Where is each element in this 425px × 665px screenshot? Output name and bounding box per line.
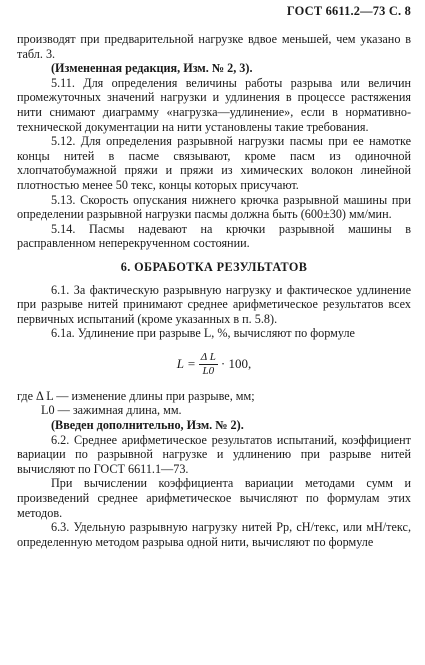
formula-fraction [199, 351, 218, 378]
paragraph-6-2: 6.2. Среднее арифметическое результатов испытаний, коэффициент вариации по разрывной нагрузке и удлинению при разрыве нитей вычисляют по ГОСТ 6611.1—73. [17, 432, 411, 476]
paragraph-6-1: 6.1. За фактическую разрывную нагрузку и фактическое удлинение при разрыве нитей принимают среднее арифметическое результатов всех первичных испытаний (кроме указанных в п. 5.8). [17, 282, 411, 326]
paragraph-5-14: 5.14. Пасмы надевают на крючки разрывной машины в расправленном неперекрученном состоянии. [17, 221, 411, 251]
paragraph-6-3: 6.3. Удельную разрывную нагрузку нитей Pр, сН/текс, или мН/текс, определенную методом разрыва одной нити, вычисляют по формуле [17, 520, 411, 549]
definition-delta-l: где Δ L — изменение длины при разрыве, мм; [17, 388, 255, 403]
amendment-note: (Измененная редакция, Изм. № 2, 3). [51, 61, 253, 76]
formula-denominator: L0 [202, 364, 215, 377]
page-header: ГОСТ 6611.2—73 С. 8 [286, 4, 411, 18]
formula-numerator: Δ L [200, 350, 216, 363]
paragraph-5-11: 5.11. Для определения величины работы разрыва или величин промежуточных значений нагрузки и удлинения в процессе растяжения нити снимают диаграмму «нагрузка—удлинение», если в нормативно-технической документации на нити установлены такие требования. [17, 75, 411, 134]
paragraph-5-13: 5.13. Скорость опускания нижнего крючка разрывной машины при определении разрывной нагрузки пасмы должна быть (600±30) мм/мин. [17, 192, 411, 222]
formula-lhs: L = [176, 356, 196, 372]
document-body [17, 32, 411, 549]
section-heading: 6. ОБРАБОТКА РЕЗУЛЬТАТОВ [120, 259, 308, 274]
paragraph-6-1a: 6.1а. Удлинение при разрыве L, %, вычисляют по формуле [51, 326, 355, 341]
paragraph-6-2-note: При вычислении коэффициента вариации методами сумм и произведений среднее арифметическое вычисляют по формулам этих методов. [17, 476, 411, 520]
definition-l0: L0 — зажимная длина, мм. [41, 403, 182, 418]
addition-note: (Введен дополнительно, Изм. № 2). [51, 418, 244, 433]
paragraph-continuation: производят при предварительной нагрузке вдвое меньшей, чем указано в табл. 3. [17, 32, 411, 61]
formula-rhs: · 100, [220, 356, 252, 372]
elongation-formula [17, 351, 411, 378]
paragraph-5-12: 5.12. Для определения разрывной нагрузки пасмы при ее намотке концы нитей в пасме связывают, кроме пасм из одиночной хлопчатобумажной пряжи и пряжи из химических волокон линейной плотностью менее 50 текс, концы которых присучают. [17, 134, 411, 192]
